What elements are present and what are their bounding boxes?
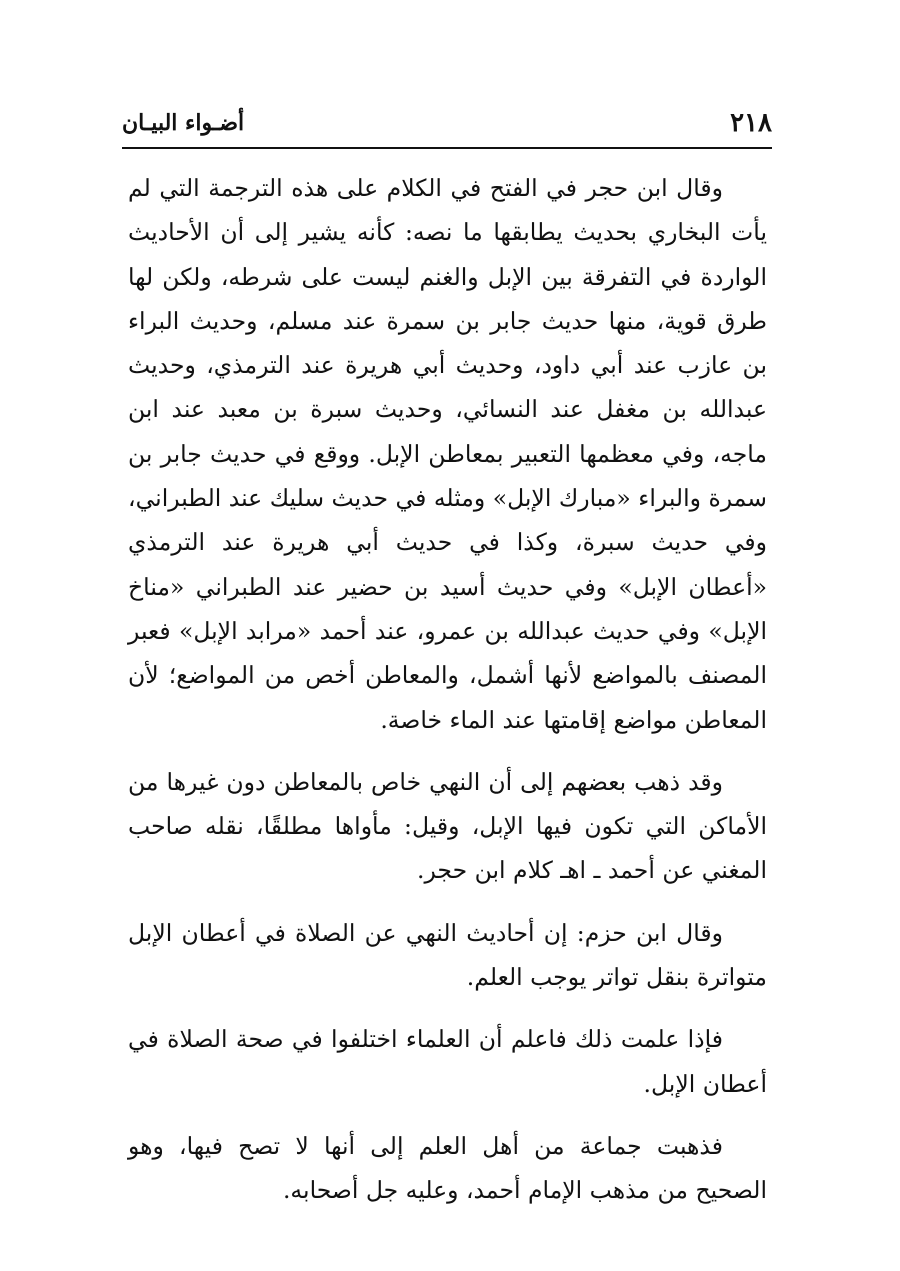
paragraph-invalid-prayer-view: فذهبت جماعة من أهل العلم إلى أنها لا تصح فيها، وهو الصحيح من مذهب الإمام أحمد، وعليه جل أصحابه. <box>128 1131 767 1205</box>
paragraph-ibn-hazm: وقال ابن حزم: إن أحاديث النهي عن الصلاة في أعطان الإبل متواترة بنقل تواتر يوجب العلم. <box>128 918 767 992</box>
page-body <box>128 166 767 1213</box>
paragraph-ibn-hajar-quote: وقال ابن حجر في الفتح في الكلام على هذه الترجمة التي لم يأت البخاري بحديث يطابقها ما نصه: كأنه يشير إلى أن الأحاديث الواردة في التفرقة بين الإبل والغنم ليست على شرطه، ولكن لها طرق قوية، منها حديث جابر بن سمرة عند مسلم، وحديث البراء بن عازب عند أبي داود، وحديث أبي هريرة عند الترمذي، وحديث عبدالله بن مغفل عند النسائي، وحديث سبرة بن معبد عند ابن ماجه، وفي معظمها التعبير بمعاطن الإبل. ووقع في حديث جابر بن سمرة والبراء «مبارك الإبل» ومثله في حديث سليك عند الطبراني، وفي حديث سبرة، وكذا في حديث أبي هريرة عند الترمذي «أعطان الإبل» وفي حديث أسيد بن حضير عند الطبراني «مناخ الإبل» وفي حديث عبدالله بن عمرو، عند أحمد «مرابد الإبل» فعبر المصنف بالمواضع لأنها أشمل، والمعاطن أخص من المواضع؛ لأن المعاطن مواضع إقامتها عند الماء خاصة. <box>128 174 767 734</box>
running-title: أضـواء البيـان <box>122 110 245 136</box>
header-divider <box>122 147 772 149</box>
page-header <box>122 100 772 146</box>
paragraph-maatin-opinion: وقد ذهب بعضهم إلى أن النهي خاص بالمعاطن دون غيرها من الأماكن التي تكون فيها الإبل، وقيل: مأواها مطلقًا، نقله صاحب المغني عن أحمد ـ اهـ كلام ابن حجر. <box>128 767 767 885</box>
paragraph-scholars-differ: فإذا علمت ذلك فاعلم أن العلماء اختلفوا في صحة الصلاة في أعطان الإبل. <box>128 1025 767 1098</box>
page-number: ٢١٨ <box>730 108 772 138</box>
